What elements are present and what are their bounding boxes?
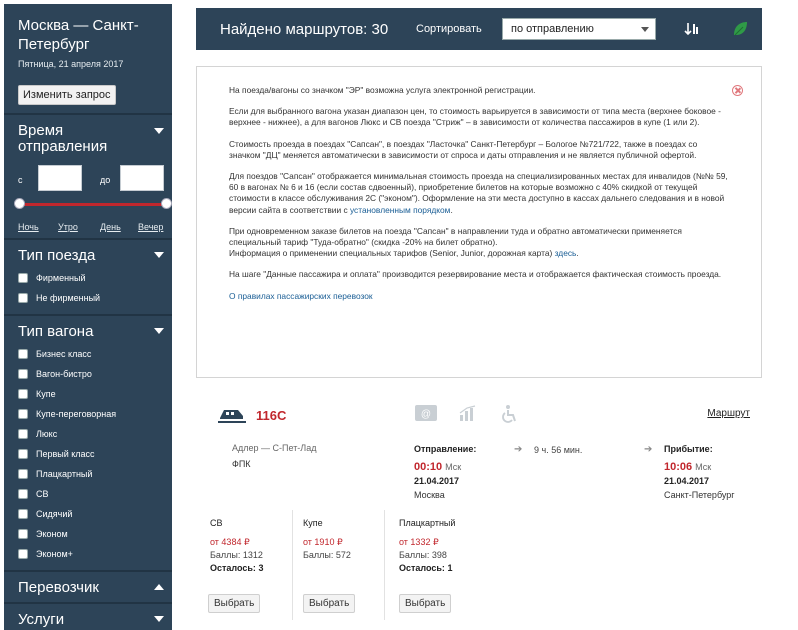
option-label: Первый класс xyxy=(36,449,95,459)
route-link[interactable]: Маршрут xyxy=(707,408,750,419)
train-route: Адлер — С-Пет-Лад xyxy=(232,443,317,453)
class-name: Плацкартный xyxy=(399,518,456,528)
option-label: СВ xyxy=(36,489,49,499)
seats-left xyxy=(210,563,263,573)
section-title: Перевозчик xyxy=(18,579,99,596)
train-number[interactable]: 116С xyxy=(256,408,287,423)
checkbox[interactable] xyxy=(18,409,28,419)
sort-select[interactable] xyxy=(502,18,656,40)
car-type-option[interactable] xyxy=(18,404,172,424)
slider-handle-end[interactable] xyxy=(161,198,172,209)
select-button[interactable]: Выбрать xyxy=(399,594,451,613)
checkbox[interactable] xyxy=(18,429,28,439)
route-date: Пятница, 21 апреля 2017 xyxy=(18,59,124,69)
checkbox[interactable] xyxy=(18,469,28,479)
select-button[interactable]: Выбрать xyxy=(208,594,260,613)
notice-text: При одновременном заказе билетов на поезда "Сапсан" в направлении туда и обратно автоматически применяется специальный тариф "Туда-обратно" (скидка -20% на билет обратно). xyxy=(229,225,682,248)
departure-timezone: Мск xyxy=(445,462,462,472)
arrow-right-icon: ➔ xyxy=(514,444,523,455)
train-icon xyxy=(218,406,246,429)
car-type-option[interactable] xyxy=(18,464,172,484)
sort-direction-icon[interactable] xyxy=(680,18,704,40)
option-label: Фирменный xyxy=(36,273,86,283)
car-type-option[interactable] xyxy=(18,524,172,544)
notice-paragraph: Стоимость проезда в поездах "Сапсан", в поездах "Ласточка" Санкт-Петербург – Бологое №721/722, также в поездах со значком "ДЦ" меняется автоматически в зависимости от спроса и даты отправления и не является публичной офертой. xyxy=(229,138,698,160)
notice-text: Для поездов "Сапсан" отображается минимальная стоимость проезда на специализированных местах для инвалидов (№№ 59, 60 в вагонах № 6 и 16 (если состав сдвоенный), приобретение билетов на которые возможно с 40% скидкой от текущей стоимости в классе обслуживания 2С ("эконом"). Оформление на эти места доступно в кассах дальнего следования и в новой версии сайта в соответствии с xyxy=(229,171,728,215)
train-type-list xyxy=(4,264,172,308)
chevron-down-icon xyxy=(154,616,164,622)
notice-paragraph: Если для выбранного вагона указан диапазон цен, то стоимость варьируется в зависимости от типа места (верхнее боковое - верхнее - нижнее), а для вагонов Люкс и СВ поезда "Стриж" – в зависимости от количества пассажиров в купе (1 или 2). xyxy=(229,106,721,128)
car-type-option[interactable] xyxy=(18,444,172,464)
arrival-time-value: 10:06 xyxy=(664,461,693,473)
checkbox[interactable] xyxy=(18,293,28,303)
seats-left-label: Осталось: xyxy=(210,563,256,573)
checkbox[interactable] xyxy=(18,273,28,283)
car-type-list xyxy=(4,340,172,564)
select-button[interactable]: Выбрать xyxy=(303,594,355,613)
seats-left-count: 3 xyxy=(258,563,264,573)
section-title: Тип вагона xyxy=(18,323,94,340)
class-points: Баллы: 572 xyxy=(303,550,351,560)
checkbox[interactable] xyxy=(18,489,28,499)
filter-sidebar xyxy=(4,4,172,630)
route-header xyxy=(4,4,172,113)
notice-paragraph xyxy=(229,171,731,216)
car-class-kupe xyxy=(292,510,384,620)
chevron-down-icon xyxy=(154,328,164,334)
option-label: Люкс xyxy=(36,429,58,439)
train-carrier: ФПК xyxy=(232,459,251,469)
seats-left-label: Осталось: xyxy=(399,563,445,573)
option-label: Купе xyxy=(36,389,56,399)
car-class-sv xyxy=(196,510,292,620)
arrow-right-icon: ➔ xyxy=(644,444,653,455)
time-of-day-morning[interactable]: Утро xyxy=(58,222,78,232)
class-points: Баллы: 398 xyxy=(399,550,447,560)
checkbox[interactable] xyxy=(18,529,28,539)
car-type-option[interactable] xyxy=(18,384,172,404)
dropdown-arrow-icon xyxy=(641,27,649,32)
option-label: Эконом xyxy=(36,529,68,539)
train-type-option[interactable] xyxy=(18,288,172,308)
car-type-option[interactable] xyxy=(18,484,172,504)
travel-duration: 9 ч. 56 мин. xyxy=(534,445,583,455)
class-points: Баллы: 1312 xyxy=(210,550,263,560)
train-type-section-toggle[interactable] xyxy=(4,240,172,264)
arrival-timezone: Мск xyxy=(695,462,712,472)
checkbox[interactable] xyxy=(18,389,28,399)
notice-paragraph: На шаге "Данные пассажира и оплата" производится резервирование места и отображается фактическая стоимость проезда. xyxy=(229,269,722,280)
seats-left-count: 1 xyxy=(447,563,453,573)
info-notice xyxy=(196,66,762,378)
eco-leaf-icon[interactable] xyxy=(728,18,752,40)
departure-station: Москва xyxy=(414,490,445,500)
arrival-station: Санкт-Петербург xyxy=(664,490,735,500)
change-request-button[interactable]: Изменить запрос xyxy=(18,85,116,105)
time-from-input[interactable] xyxy=(38,165,82,191)
close-icon[interactable] xyxy=(732,85,743,96)
arrival-time xyxy=(664,461,711,473)
option-label: Плацкартный xyxy=(36,469,93,479)
dynamic-price-icon xyxy=(458,404,478,427)
option-label: Не фирменный xyxy=(36,293,101,303)
time-of-day-night[interactable]: Ночь xyxy=(18,222,39,232)
class-price: от 1332 ₽ xyxy=(399,537,439,547)
class-name: СВ xyxy=(210,518,223,528)
option-label: Бизнес класс xyxy=(36,349,92,359)
slider-track xyxy=(18,203,168,206)
train-type-option[interactable] xyxy=(18,268,172,288)
special-tariffs-link[interactable]: здесь xyxy=(554,248,577,259)
accessible-icon xyxy=(500,404,518,429)
car-type-section-toggle[interactable] xyxy=(4,316,172,340)
transport-rules-link[interactable]: О правилах пассажирских перевозок xyxy=(229,290,373,301)
from-label: с xyxy=(18,175,23,185)
time-of-day-evening[interactable]: Вечер xyxy=(138,222,164,232)
services-section-toggle[interactable] xyxy=(4,604,172,628)
routes-found-count: Найдено маршрутов: 30 xyxy=(220,21,389,38)
option-label: Вагон-бистро xyxy=(36,369,92,379)
procedure-link[interactable]: установленным порядком xyxy=(349,204,451,215)
time-of-day-day[interactable]: День xyxy=(100,222,121,232)
car-type-option[interactable] xyxy=(18,504,172,524)
option-label: Купе-переговорная xyxy=(36,409,117,419)
checkbox[interactable] xyxy=(18,509,28,519)
option-label: Эконом+ xyxy=(36,549,73,559)
arrival-date: 21.04.2017 xyxy=(664,476,710,486)
results-toolbar xyxy=(196,8,762,50)
car-type-option[interactable] xyxy=(18,364,172,384)
checkbox[interactable] xyxy=(18,549,28,559)
checkbox[interactable] xyxy=(18,349,28,359)
departure-label: Отправление: xyxy=(414,444,477,454)
train-card xyxy=(196,392,762,624)
departure-time-section-toggle[interactable] xyxy=(4,115,172,155)
notice-text: . xyxy=(576,248,579,259)
option-label: Сидячий xyxy=(36,509,73,519)
route-title: Москва — Санкт-Петербург xyxy=(18,17,139,53)
class-name: Купе xyxy=(303,518,323,528)
chevron-down-icon xyxy=(154,252,164,258)
section-title: Время отправления xyxy=(18,122,108,155)
notice-text: Информация о применении специальных тарифов (Senior, Junior, дорожная карта) xyxy=(229,248,555,259)
departure-time xyxy=(414,461,461,473)
slider-handle-start[interactable] xyxy=(14,198,25,209)
time-range xyxy=(4,161,172,201)
sort-label: Сортировать xyxy=(416,23,482,35)
chevron-down-icon xyxy=(154,128,164,134)
time-to-input[interactable] xyxy=(120,165,164,191)
to-label: до xyxy=(100,175,111,185)
car-class-platskart xyxy=(384,510,494,620)
svg-text:@: @ xyxy=(420,409,432,420)
class-price: от 4384 ₽ xyxy=(210,537,250,547)
chevron-up-icon xyxy=(154,584,164,590)
notice-paragraph xyxy=(229,226,731,260)
departure-date: 21.04.2017 xyxy=(414,476,460,486)
seats-left xyxy=(399,563,452,573)
arrival-label: Прибытие: xyxy=(664,444,713,454)
sort-selected-value: по отправлению xyxy=(511,23,594,35)
car-type-option[interactable] xyxy=(18,544,172,564)
notice-paragraph: На поезда/вагоны со значком "ЭР" возможна услуга электронной регистрации. xyxy=(229,85,536,95)
notice-text: . xyxy=(450,204,453,215)
car-type-option[interactable] xyxy=(18,344,172,364)
car-type-option[interactable] xyxy=(18,424,172,444)
departure-time-value: 00:10 xyxy=(414,461,443,473)
checkbox[interactable] xyxy=(18,369,28,379)
e-registration-icon xyxy=(414,404,438,427)
section-title: Услуги xyxy=(18,611,65,628)
rules-link-row xyxy=(229,291,731,302)
carrier-section-toggle[interactable] xyxy=(4,572,172,602)
checkbox[interactable] xyxy=(18,449,28,459)
departure-time-slider[interactable] xyxy=(18,200,168,210)
section-title: Тип поезда xyxy=(18,247,96,264)
class-price: от 1910 ₽ xyxy=(303,537,343,547)
